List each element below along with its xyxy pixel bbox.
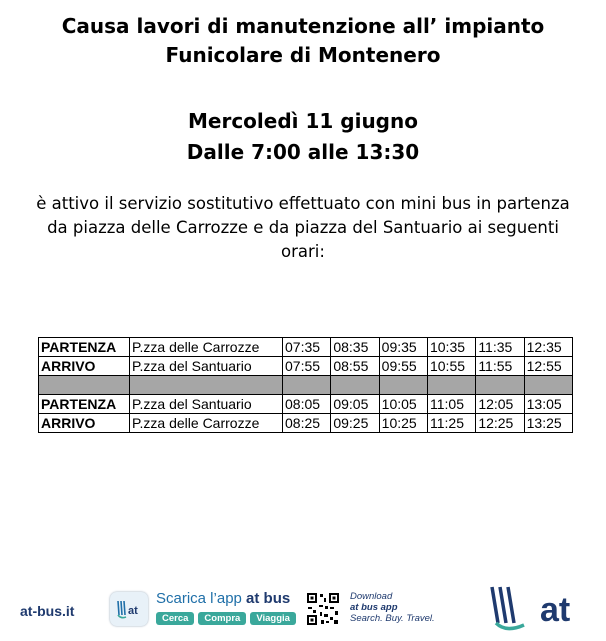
- app-icon-label: at: [128, 605, 138, 617]
- time-cell: 07:35: [283, 338, 331, 357]
- time-cell: 10:35: [427, 338, 475, 357]
- at-bus-app-icon: [110, 592, 148, 626]
- stop-name: P.zza delle Carrozze: [130, 414, 283, 433]
- date-hours: Dalle 7:00 alle 13:30: [186, 140, 420, 164]
- time-cell: 13:05: [524, 395, 572, 414]
- time-cell: 13:25: [524, 414, 572, 433]
- stop-name: P.zza del Santuario: [130, 357, 283, 376]
- time-cell: 11:25: [427, 414, 475, 433]
- date-day: Mercoledì 11 giugno: [188, 109, 418, 133]
- time-cell: 12:55: [524, 357, 572, 376]
- qr-code-icon[interactable]: [306, 592, 340, 626]
- time-cell: 10:05: [379, 395, 427, 414]
- separator-row: [39, 376, 573, 395]
- download-tagline: Search. Buy. Travel.: [350, 613, 435, 624]
- time-cell: 12:35: [524, 338, 572, 357]
- body-line-2: da piazza delle Carrozze e da piazza del Santuario ai seguenti: [47, 218, 559, 237]
- service-date: [0, 106, 606, 168]
- pill-viaggia: Viaggia: [250, 612, 296, 625]
- time-cell: 10:25: [379, 414, 427, 433]
- time-cell: 07:55: [283, 357, 331, 376]
- time-cell: 08:05: [283, 395, 331, 414]
- app-features: [156, 612, 296, 625]
- pill-compra: Compra: [198, 612, 246, 625]
- time-cell: 12:25: [476, 414, 524, 433]
- direction-label: ARRIVO: [39, 414, 130, 433]
- notice-body: [20, 192, 586, 264]
- time-cell: 09:05: [331, 395, 379, 414]
- time-cell: 10:55: [427, 357, 475, 376]
- pill-cerca: Cerca: [156, 612, 194, 625]
- direction-label: PARTENZA: [39, 395, 130, 414]
- time-cell: 11:55: [476, 357, 524, 376]
- table-row: [39, 395, 573, 414]
- time-cell: 11:35: [476, 338, 524, 357]
- app-icon[interactable]: [110, 592, 148, 626]
- table-row: [39, 357, 573, 376]
- body-line-1: è attivo il servizio sostitutivo effettuato con mini bus in partenza: [36, 194, 570, 213]
- at-logo-text: at: [540, 591, 571, 629]
- body-line-3: orari:: [281, 242, 325, 261]
- table-row: [39, 414, 573, 433]
- time-cell: 09:25: [331, 414, 379, 433]
- table-row: [39, 338, 573, 357]
- time-cell: 11:05: [427, 395, 475, 414]
- download-info: [350, 591, 435, 624]
- download-app: at bus app: [350, 602, 398, 613]
- stop-name: P.zza del Santuario: [130, 395, 283, 414]
- app-promo-title: Scarica l’app at bus: [156, 590, 291, 607]
- direction-label: PARTENZA: [39, 338, 130, 357]
- time-cell: 09:35: [379, 338, 427, 357]
- time-cell: 08:25: [283, 414, 331, 433]
- website-link[interactable]: at-bus.it: [20, 603, 75, 619]
- time-cell: 08:35: [331, 338, 379, 357]
- stop-name: P.zza delle Carrozze: [130, 338, 283, 357]
- notice-header: [0, 12, 606, 70]
- time-cell: 12:05: [476, 395, 524, 414]
- direction-label: ARRIVO: [39, 357, 130, 376]
- timetable: [38, 337, 573, 433]
- time-cell: 08:55: [331, 357, 379, 376]
- download-label: Download: [350, 591, 393, 602]
- header-line-1: Causa lavori di manutenzione all’ impianto: [61, 14, 545, 38]
- header-line-2: Funicolare di Montenero: [165, 43, 441, 67]
- time-cell: 09:55: [379, 357, 427, 376]
- at-logo: [488, 583, 588, 633]
- app-name: at bus: [246, 590, 291, 607]
